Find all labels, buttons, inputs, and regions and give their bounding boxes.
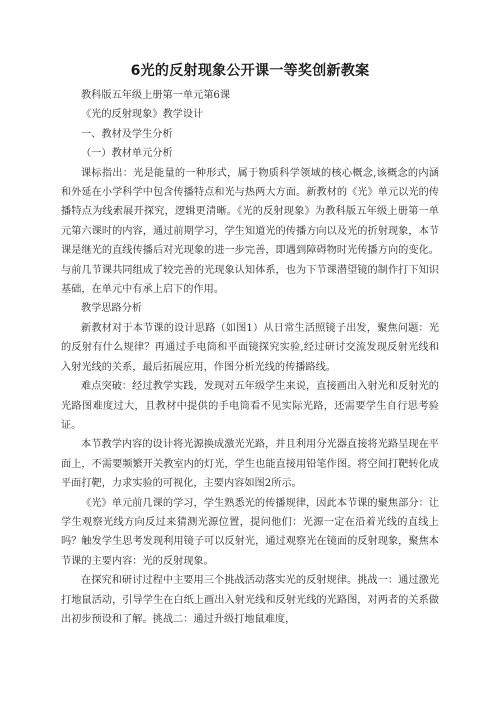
paragraph: 新教材对于本节课的设计思路（如图1）从日常生活照镜子出发，聚焦问题：光的反射有什么规律？再通过手电筒和平面镜探究实验,经过研讨交流发现反射光线和入射光线的关系，最后拓展应用，作图分析光线的传播路线。 bbox=[61, 322, 439, 373]
paragraph: 《光》单元前几课的学习，学生熟悉光的传播规律，因此本节课的聚焦部分：让学生观察光线方向反过来猜测光源位置，提问他们：光源一定在沿着光线的直线上吗？触发学生思考发现利用镜子可以反射光，通过观察光在镜面的反射现象，聚焦本节课的主要内容：光的反射现象。 bbox=[61, 497, 439, 567]
paragraph: 难点突破：经过教学实践，发现对五年级学生来说，直接画出入射光和反射光的光路图难度过大，且教材中提供的手电筒看不见实际光路，还需要学生自行思考验证。 bbox=[61, 381, 439, 431]
paragraph: （一）教材单元分析 bbox=[81, 148, 173, 160]
paragraph: 在探究和研讨过程中主要用三个挑战活动落实光的反射规律。挑战一：通过激光打地鼠活动，引导学生在白纸上画出入射光线和反射光线的光路图，对两者的关系做出初步预设和了解。挑战二：通过升级打地鼠难度， bbox=[61, 575, 439, 625]
document-body bbox=[61, 86, 439, 629]
paragraph: 《光的反射现象》教学设计 bbox=[81, 109, 204, 121]
paragraph: 一、教材及学生分析 bbox=[81, 128, 173, 140]
paragraph: 课标指出：光是能量的一种形式，属于物质科学领域的核心概念,该概念的内涵和外延在小学科学中包含传播特点和光与热两大方面。新教材的《光》单元以光的传播特点为线索展开探究，逻辑更清晰。《光的反射现象》为教科版五年级上册第一单元第六课时的内容，通过前期学习，学生知道光的传播方向以及光的折射现象，本节课是继光的直线传播后对光现象的进一步完善，即遇到障碍物时光传播方向的变化。与前几节课共同组成了较完善的光现象认知体系，也为下节课潜望镜的制作打下知识基础，在单元中有承上启下的作用。 bbox=[61, 167, 439, 296]
paragraph: 本节教学内容的设计将光源换成激光光路，并且利用分光器直接将光路呈现在平面上，不需要频繁开关教室内的灯光，学生也能直接用铅笔作图。将空间打靶转化成平面打靶，力求实验的可视化，主要内容如图2所示。 bbox=[61, 439, 439, 490]
paragraph: 教科版五年级上册第一单元第6课 bbox=[81, 90, 231, 101]
paragraph: 教学思路分析 bbox=[81, 303, 143, 315]
document-title: 6光的反射现象公开课一等奖创新教案 bbox=[130, 63, 370, 79]
